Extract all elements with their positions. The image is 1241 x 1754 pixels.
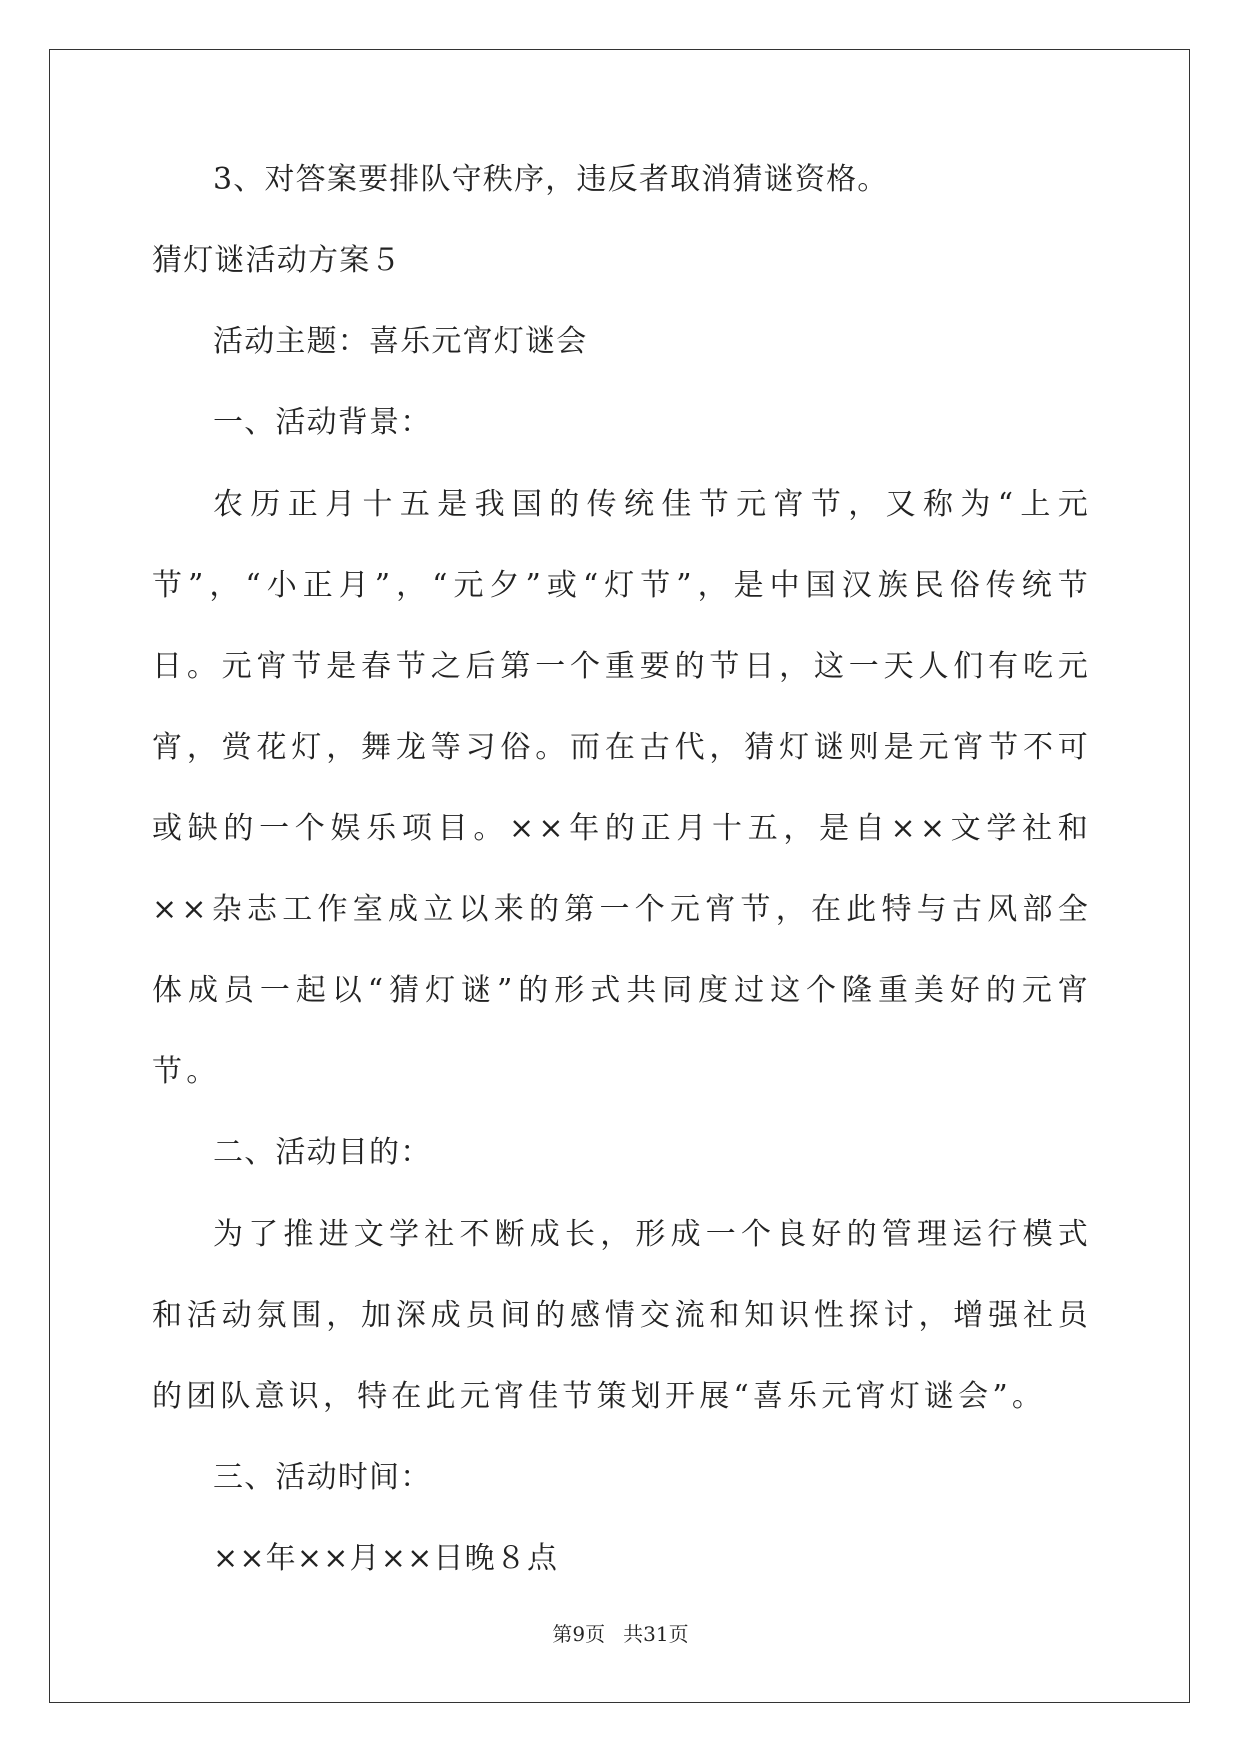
heading-background: 一、活动背景： <box>213 405 432 440</box>
section-title: 猜灯谜活动方案５ <box>152 243 402 278</box>
heading-purpose: 二、活动目的： <box>213 1135 432 1170</box>
background-paragraph: 农历正月十五是我国的传统佳节元宵节，又称为“上元节”，“小正月”，“元夕”或“灯节”，是中国汉族民俗传统节日。元宵节是春节之后第一个重要的节日，这一天人们有吃元宵，赏花灯，舞龙等习俗。而在古代，猜灯谜则是元宵节不可或缺的一个娱乐项目。××年的正月十五，是自××文学社和××杂志工作室成立以来的第一个元宵节，在此特与古风部全体成员一起以“猜灯谜”的形式共同度过这个隆重美好的元宵节。 <box>152 487 1092 1089</box>
rule-3-line: 3、对答案要排队守秩序，违反者取消猜谜资格。 <box>213 162 889 197</box>
document-body <box>152 160 1092 1620</box>
page-footer <box>0 1622 1241 1646</box>
time-text: ××年××月××日晚８点 <box>213 1541 559 1576</box>
page-current: 第9页 <box>552 1622 606 1646</box>
page-total: 共31页 <box>623 1622 689 1646</box>
purpose-paragraph: 为了推进文学社不断成长，形成一个良好的管理运行模式和活动氛围，加深成员间的感情交流和知识性探讨，增强社员的团队意识，特在此元宵佳节策划开展“喜乐元宵灯谜会”。 <box>152 1217 1092 1414</box>
activity-theme: 活动主题：喜乐元宵灯谜会 <box>213 324 588 359</box>
heading-time: 三、活动时间： <box>213 1460 432 1495</box>
